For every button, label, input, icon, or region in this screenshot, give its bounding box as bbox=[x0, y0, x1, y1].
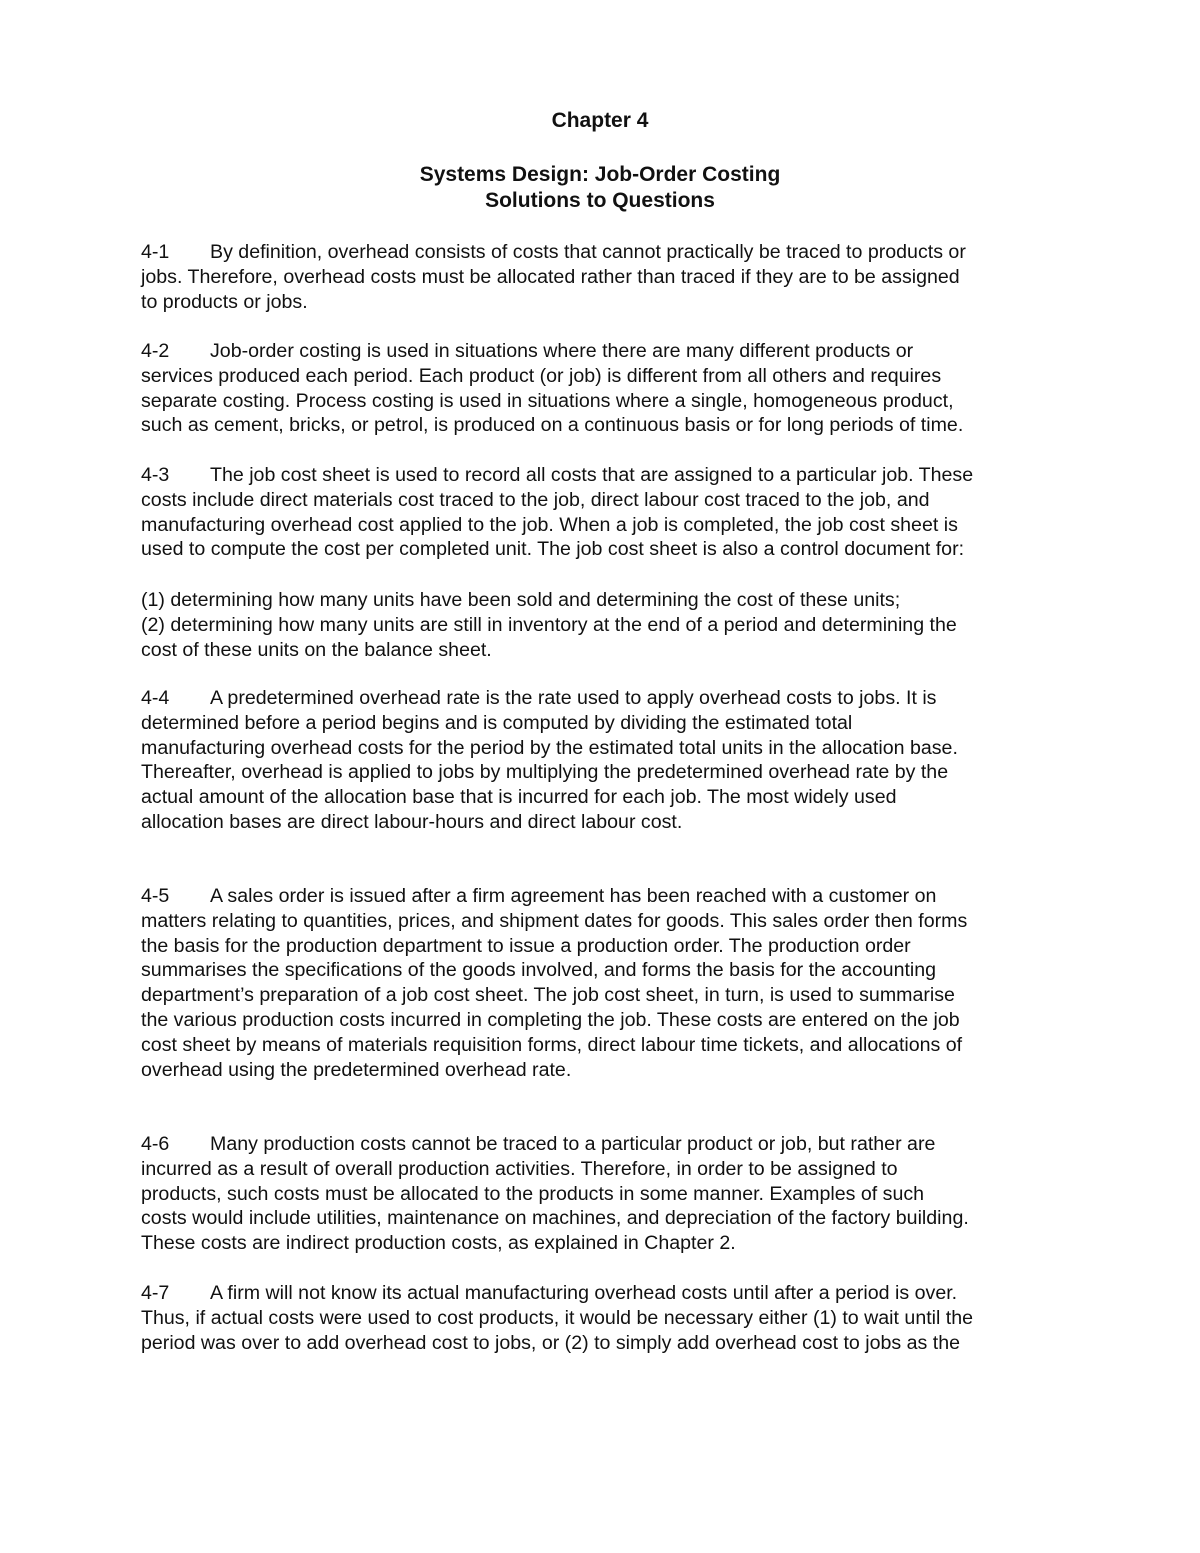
answer-line: jobs. Therefore, overhead costs must be allocated rather than traced if they are to be assigned bbox=[141, 265, 960, 288]
list-line: (1) determining how many units have been sold and determining the cost of these units; bbox=[141, 589, 901, 611]
answer-text: The job cost sheet is used to record all costs that are assigned to a particular job. These bbox=[210, 464, 974, 486]
answer-line: summarises the specifications of the goods involved, and forms the basis for the accounting bbox=[141, 959, 937, 982]
list-line: cost of these units on the balance sheet. bbox=[141, 638, 492, 661]
answer-line bbox=[141, 884, 1061, 909]
answer-line: department’s preparation of a job cost sheet. The job cost sheet, in turn, is used to summarise bbox=[141, 984, 955, 1007]
chapter-subtitle: Systems Design: Job-Order Costing bbox=[419, 163, 781, 186]
answer-line bbox=[141, 463, 1061, 488]
question-number: 4-1 bbox=[141, 241, 170, 263]
answer-text: By definition, overhead consists of costs that cannot practically be traced to products or bbox=[210, 241, 966, 263]
answer-line: separate costing. Process costing is used in situations where a single, homogeneous product, bbox=[141, 389, 954, 412]
question-4-3-list bbox=[141, 588, 1061, 662]
question-4-4 bbox=[141, 686, 1061, 835]
answer-text: A firm will not know its actual manufacturing overhead costs until after a period is over. bbox=[210, 1282, 958, 1304]
list-line: (2) determining how many units are still in inventory at the end of a period and determining the bbox=[141, 613, 957, 636]
question-number: 4-2 bbox=[141, 340, 170, 362]
answer-line bbox=[141, 686, 1061, 711]
question-number: 4-5 bbox=[141, 885, 170, 907]
answer-line: the various production costs incurred in completing the job. These costs are entered on the job bbox=[141, 1008, 960, 1031]
answer-line: products, such costs must be allocated to the products in some manner. Examples of such bbox=[141, 1182, 925, 1205]
answer-line: Thus, if actual costs were used to cost products, it would be necessary either (1) to wait until the bbox=[141, 1306, 974, 1329]
answer-text: Job-order costing is used in situations where there are many different products or bbox=[210, 340, 914, 362]
answer-text: A predetermined overhead rate is the rate used to apply overhead costs to jobs. It is bbox=[210, 687, 937, 709]
answer-line: the basis for the production department to issue a production order. The production order bbox=[141, 934, 911, 957]
answer-line: used to compute the cost per completed unit. The job cost sheet is also a control document for: bbox=[141, 538, 965, 561]
answer-line: services produced each period. Each product (or job) is different from all others and requires bbox=[141, 364, 942, 387]
answer-line: manufacturing overhead cost applied to the job. When a job is completed, the job cost sheet is bbox=[141, 513, 958, 536]
answer-line bbox=[141, 339, 1061, 364]
question-number: 4-4 bbox=[141, 687, 170, 709]
answer-line: Thereafter, overhead is applied to jobs by multiplying the predetermined overhead rate by the bbox=[141, 761, 949, 784]
answer-line: such as cement, bricks, or petrol, is produced on a continuous basis or for long periods of time. bbox=[141, 414, 964, 437]
answer-line: These costs are indirect production costs, as explained in Chapter 2. bbox=[141, 1232, 736, 1255]
answer-line bbox=[141, 1281, 1061, 1306]
answer-line: cost sheet by means of materials requisition forms, direct labour time tickets, and allocations of bbox=[141, 1033, 963, 1056]
answer-line bbox=[141, 1132, 1061, 1157]
question-4-3 bbox=[141, 463, 1061, 562]
question-number: 4-3 bbox=[141, 464, 170, 486]
question-4-1 bbox=[141, 240, 1061, 314]
answer-text: A sales order is issued after a firm agreement has been reached with a customer on bbox=[210, 885, 937, 907]
question-number: 4-7 bbox=[141, 1282, 170, 1304]
answer-line: costs include direct materials cost traced to the job, direct labour cost traced to the job, and bbox=[141, 488, 930, 511]
answer-text: Many production costs cannot be traced to a particular product or job, but rather are bbox=[210, 1133, 936, 1155]
chapter-title: Chapter 4 bbox=[551, 109, 649, 132]
answer-line: determined before a period begins and is computed by dividing the estimated total bbox=[141, 711, 853, 734]
answer-line: manufacturing overhead costs for the period by the estimated total units in the allocation base. bbox=[141, 736, 958, 759]
question-4-6 bbox=[141, 1132, 1061, 1256]
answer-line: overhead using the predetermined overhead rate. bbox=[141, 1058, 572, 1081]
answer-line: period was over to add overhead cost to jobs, or (2) to simply add overhead cost to jobs as the bbox=[141, 1331, 961, 1354]
answer-line: matters relating to quantities, prices, and shipment dates for goods. This sales order then forms bbox=[141, 909, 968, 932]
answer-line bbox=[141, 240, 1061, 265]
answer-line: actual amount of the allocation base that is incurred for each job. The most widely used bbox=[141, 786, 897, 809]
answer-line: allocation bases are direct labour-hours and direct labour cost. bbox=[141, 810, 683, 833]
question-4-5 bbox=[141, 884, 1061, 1082]
question-number: 4-6 bbox=[141, 1133, 170, 1155]
question-4-2 bbox=[141, 339, 1061, 438]
answer-line: incurred as a result of overall production activities. Therefore, in order to be assigned to bbox=[141, 1157, 898, 1180]
answer-line: costs would include utilities, maintenance on machines, and depreciation of the factory building. bbox=[141, 1207, 969, 1230]
section-title: Solutions to Questions bbox=[485, 189, 715, 212]
question-4-7 bbox=[141, 1281, 1061, 1355]
answer-line: to products or jobs. bbox=[141, 290, 308, 313]
